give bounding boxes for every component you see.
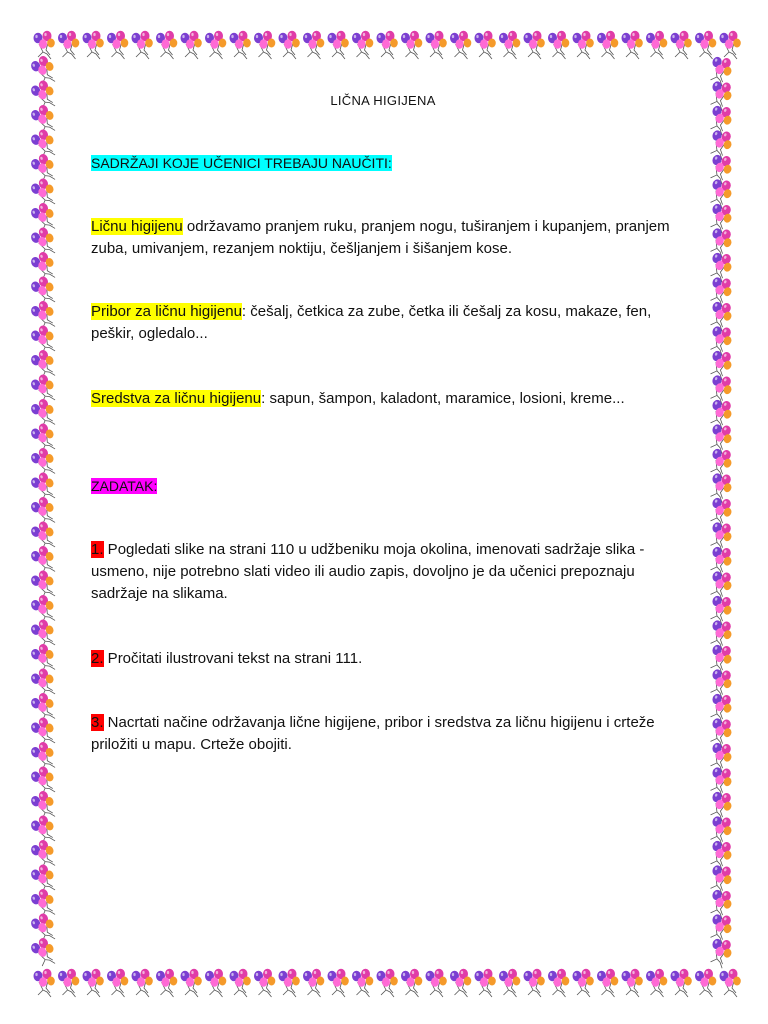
balloon-bunch-icon <box>499 31 520 59</box>
balloon-bunch-icon <box>706 862 736 896</box>
balloon-bunch-icon <box>29 642 59 676</box>
balloon-bunch-icon <box>29 715 59 749</box>
balloon-bunch-icon <box>29 544 59 578</box>
balloon-bunch-icon <box>58 31 79 59</box>
balloon-bunch-icon <box>706 54 736 88</box>
balloon-bunch-icon <box>328 969 349 997</box>
balloon-bunch-icon <box>29 568 59 602</box>
balloon-bunch-icon <box>706 201 736 235</box>
balloon-bunch-icon <box>156 31 177 59</box>
balloon-bunch-icon <box>706 911 736 945</box>
balloon-bunch-icon <box>401 31 422 59</box>
balloon-bunch-icon <box>377 31 398 59</box>
balloon-bunch-icon <box>524 31 545 59</box>
balloon-bunch-icon <box>29 519 59 553</box>
balloon-bunch-icon <box>254 31 275 59</box>
task-heading-text: ZADATAK: <box>91 478 158 494</box>
balloon-bunch-icon <box>29 323 59 357</box>
balloon-bunch-icon <box>29 666 59 700</box>
balloon-bunch-icon <box>720 31 741 59</box>
task-heading <box>91 475 681 497</box>
paragraph-text: održavamo pranjem ruku, pranjem nogu, tuširanjem i kupanjem, pranjem zuba, umivanjem, rezanjem noktiju, češljanjem i šišanjem kose. <box>91 218 670 257</box>
content-heading-text: SADRŽAJI KOJE UČENICI TREBAJU NAUČITI: <box>91 155 392 171</box>
balloon-bunch-icon <box>706 470 736 504</box>
paragraph-highlight: Pribor za ličnu higijenu <box>91 303 242 320</box>
page-title: LIČNA HIGIJENA <box>330 93 436 108</box>
balloon-bunch-icon <box>597 31 618 59</box>
balloon-bunch-icon <box>450 31 471 59</box>
task-item-1 <box>91 539 681 605</box>
balloon-bunch-icon <box>706 740 736 774</box>
balloon-bunch-icon <box>706 495 736 529</box>
balloon-bunch-icon <box>29 152 59 186</box>
balloon-bunch-icon <box>29 421 59 455</box>
balloon-bunch-icon <box>524 969 545 997</box>
task-number: 3. <box>91 714 104 731</box>
balloon-bunch-icon <box>205 969 226 997</box>
balloon-bunch-icon <box>29 250 59 284</box>
balloon-bunch-icon <box>475 969 496 997</box>
task-item-3 <box>91 712 681 756</box>
balloon-bunch-icon <box>622 31 643 59</box>
balloon-bunch-icon <box>34 969 55 997</box>
balloon-bunch-icon <box>29 495 59 529</box>
balloon-bunch-icon <box>58 969 79 997</box>
balloon-bunch-icon <box>29 103 59 137</box>
balloon-bunch-icon <box>29 593 59 627</box>
paragraph-licna-higijena <box>91 216 681 260</box>
balloon-bunch-icon <box>29 54 59 88</box>
paragraph-highlight: Sredstva za ličnu higijenu <box>91 390 262 407</box>
balloon-bunch-icon <box>83 969 104 997</box>
balloon-bunch-icon <box>706 176 736 210</box>
balloon-bunch-icon <box>29 372 59 406</box>
balloon-bunch-icon <box>279 969 300 997</box>
balloon-bunch-icon <box>706 715 736 749</box>
balloon-bunch-icon <box>706 593 736 627</box>
content-heading <box>91 152 681 174</box>
balloon-bunch-icon <box>671 969 692 997</box>
balloon-bunch-icon <box>29 838 59 872</box>
balloon-bunch-icon <box>706 789 736 823</box>
balloon-bunch-icon <box>720 969 741 997</box>
balloon-bunch-icon <box>132 969 153 997</box>
balloon-bunch-icon <box>706 372 736 406</box>
balloon-bunch-icon <box>695 969 716 997</box>
balloon-bunch-icon <box>181 969 202 997</box>
balloon-bunch-icon <box>279 31 300 59</box>
balloon-bunch-icon <box>352 31 373 59</box>
balloon-bunch-icon <box>426 969 447 997</box>
balloon-bunch-icon <box>181 31 202 59</box>
balloon-bunch-icon <box>475 31 496 59</box>
balloon-bunch-icon <box>548 31 569 59</box>
balloon-bunch-icon <box>706 838 736 872</box>
balloon-bunch-icon <box>706 78 736 112</box>
balloon-bunch-icon <box>646 31 667 59</box>
balloon-bunch-icon <box>450 969 471 997</box>
task-item-2 <box>91 648 681 670</box>
task-number: 1. <box>91 541 104 558</box>
balloon-bunch-icon <box>29 470 59 504</box>
balloon-bunch-icon <box>706 691 736 725</box>
balloon-bunch-icon <box>706 568 736 602</box>
balloon-bunch-icon <box>706 936 736 970</box>
balloon-bunch-icon <box>29 764 59 798</box>
balloon-bunch-icon <box>29 691 59 725</box>
balloon-bunch-icon <box>706 103 736 137</box>
balloon-bunch-icon <box>695 31 716 59</box>
balloon-bunch-icon <box>29 299 59 333</box>
balloon-bunch-icon <box>706 813 736 847</box>
balloon-bunch-icon <box>156 969 177 997</box>
balloon-bunch-icon <box>706 397 736 431</box>
balloon-bunch-icon <box>352 969 373 997</box>
balloon-bunch-icon <box>29 78 59 112</box>
paragraph-text: : sapun, šampon, kaladont, maramice, losioni, kreme... <box>261 390 625 407</box>
balloon-bunch-icon <box>328 31 349 59</box>
balloon-bunch-icon <box>706 323 736 357</box>
balloon-bunch-icon <box>706 764 736 798</box>
paragraph-text: : češalj, četkica za zube, četka ili češalj za kosu, makaze, fen, peškir, ogledalo... <box>91 303 652 342</box>
balloon-bunch-icon <box>706 152 736 186</box>
paragraph-highlight: Ličnu higijenu <box>91 218 183 235</box>
balloon-bunch-icon <box>706 250 736 284</box>
balloon-bunch-icon <box>303 31 324 59</box>
balloon-bunch-icon <box>254 969 275 997</box>
balloon-bunch-icon <box>83 31 104 59</box>
balloon-bunch-icon <box>29 348 59 382</box>
balloon-bunch-icon <box>706 348 736 382</box>
balloon-bunch-icon <box>499 969 520 997</box>
balloon-bunch-icon <box>548 969 569 997</box>
task-text: Nacrtati načine održavanja lične higijene, pribor i sredstva za ličnu higijenu i crteže priložiti u mapu. Crteže obojiti. <box>91 714 655 753</box>
balloon-bunch-icon <box>426 31 447 59</box>
balloon-bunch-icon <box>706 225 736 259</box>
task-text: Pročitati ilustrovani tekst na strani 111. <box>103 650 363 667</box>
balloon-bunch-icon <box>29 201 59 235</box>
balloon-bunch-icon <box>29 911 59 945</box>
task-text: Pogledati slike na strani 110 u udžbeniku moja okolina, imenovati sadržaje slika - usmeno, nije potrebno slati video ili audio zapis, dovoljno je da učenici prepoznaju sadržaje na slikama. <box>91 541 645 602</box>
balloon-bunch-icon <box>646 969 667 997</box>
paragraph-sredstva <box>91 388 681 410</box>
balloon-bunch-icon <box>230 969 251 997</box>
task-number: 2. <box>91 650 104 667</box>
balloon-bunch-icon <box>29 813 59 847</box>
balloon-bunch-icon <box>29 397 59 431</box>
balloon-bunch-icon <box>706 299 736 333</box>
balloon-bunch-icon <box>29 617 59 651</box>
balloon-bunch-icon <box>377 969 398 997</box>
balloon-bunch-icon <box>205 31 226 59</box>
balloon-bunch-icon <box>29 789 59 823</box>
balloon-bunch-icon <box>706 642 736 676</box>
balloon-bunch-icon <box>706 666 736 700</box>
balloon-bunch-icon <box>706 519 736 553</box>
balloon-bunch-icon <box>34 31 55 59</box>
balloon-bunch-icon <box>29 176 59 210</box>
balloon-bunch-icon <box>29 274 59 308</box>
balloon-bunch-icon <box>107 969 128 997</box>
balloon-bunch-icon <box>706 446 736 480</box>
balloon-bunch-icon <box>706 887 736 921</box>
balloon-bunch-icon <box>573 31 594 59</box>
balloon-bunch-icon <box>671 31 692 59</box>
balloon-bunch-icon <box>706 127 736 161</box>
balloon-bunch-icon <box>230 31 251 59</box>
balloon-bunch-icon <box>29 887 59 921</box>
balloon-bunch-icon <box>706 617 736 651</box>
balloon-bunch-icon <box>29 740 59 774</box>
paragraph-pribor <box>91 301 681 345</box>
balloon-bunch-icon <box>29 446 59 480</box>
balloon-bunch-icon <box>706 421 736 455</box>
balloon-bunch-icon <box>132 31 153 59</box>
balloon-bunch-icon <box>573 969 594 997</box>
balloon-bunch-icon <box>29 936 59 970</box>
balloon-bunch-icon <box>29 225 59 259</box>
balloon-bunch-icon <box>401 969 422 997</box>
balloon-bunch-icon <box>107 31 128 59</box>
balloon-bunch-icon <box>597 969 618 997</box>
balloon-bunch-icon <box>706 544 736 578</box>
balloon-bunch-icon <box>303 969 324 997</box>
balloon-bunch-icon <box>706 274 736 308</box>
balloon-bunch-icon <box>622 969 643 997</box>
balloon-bunch-icon <box>29 127 59 161</box>
balloon-bunch-icon <box>29 862 59 896</box>
